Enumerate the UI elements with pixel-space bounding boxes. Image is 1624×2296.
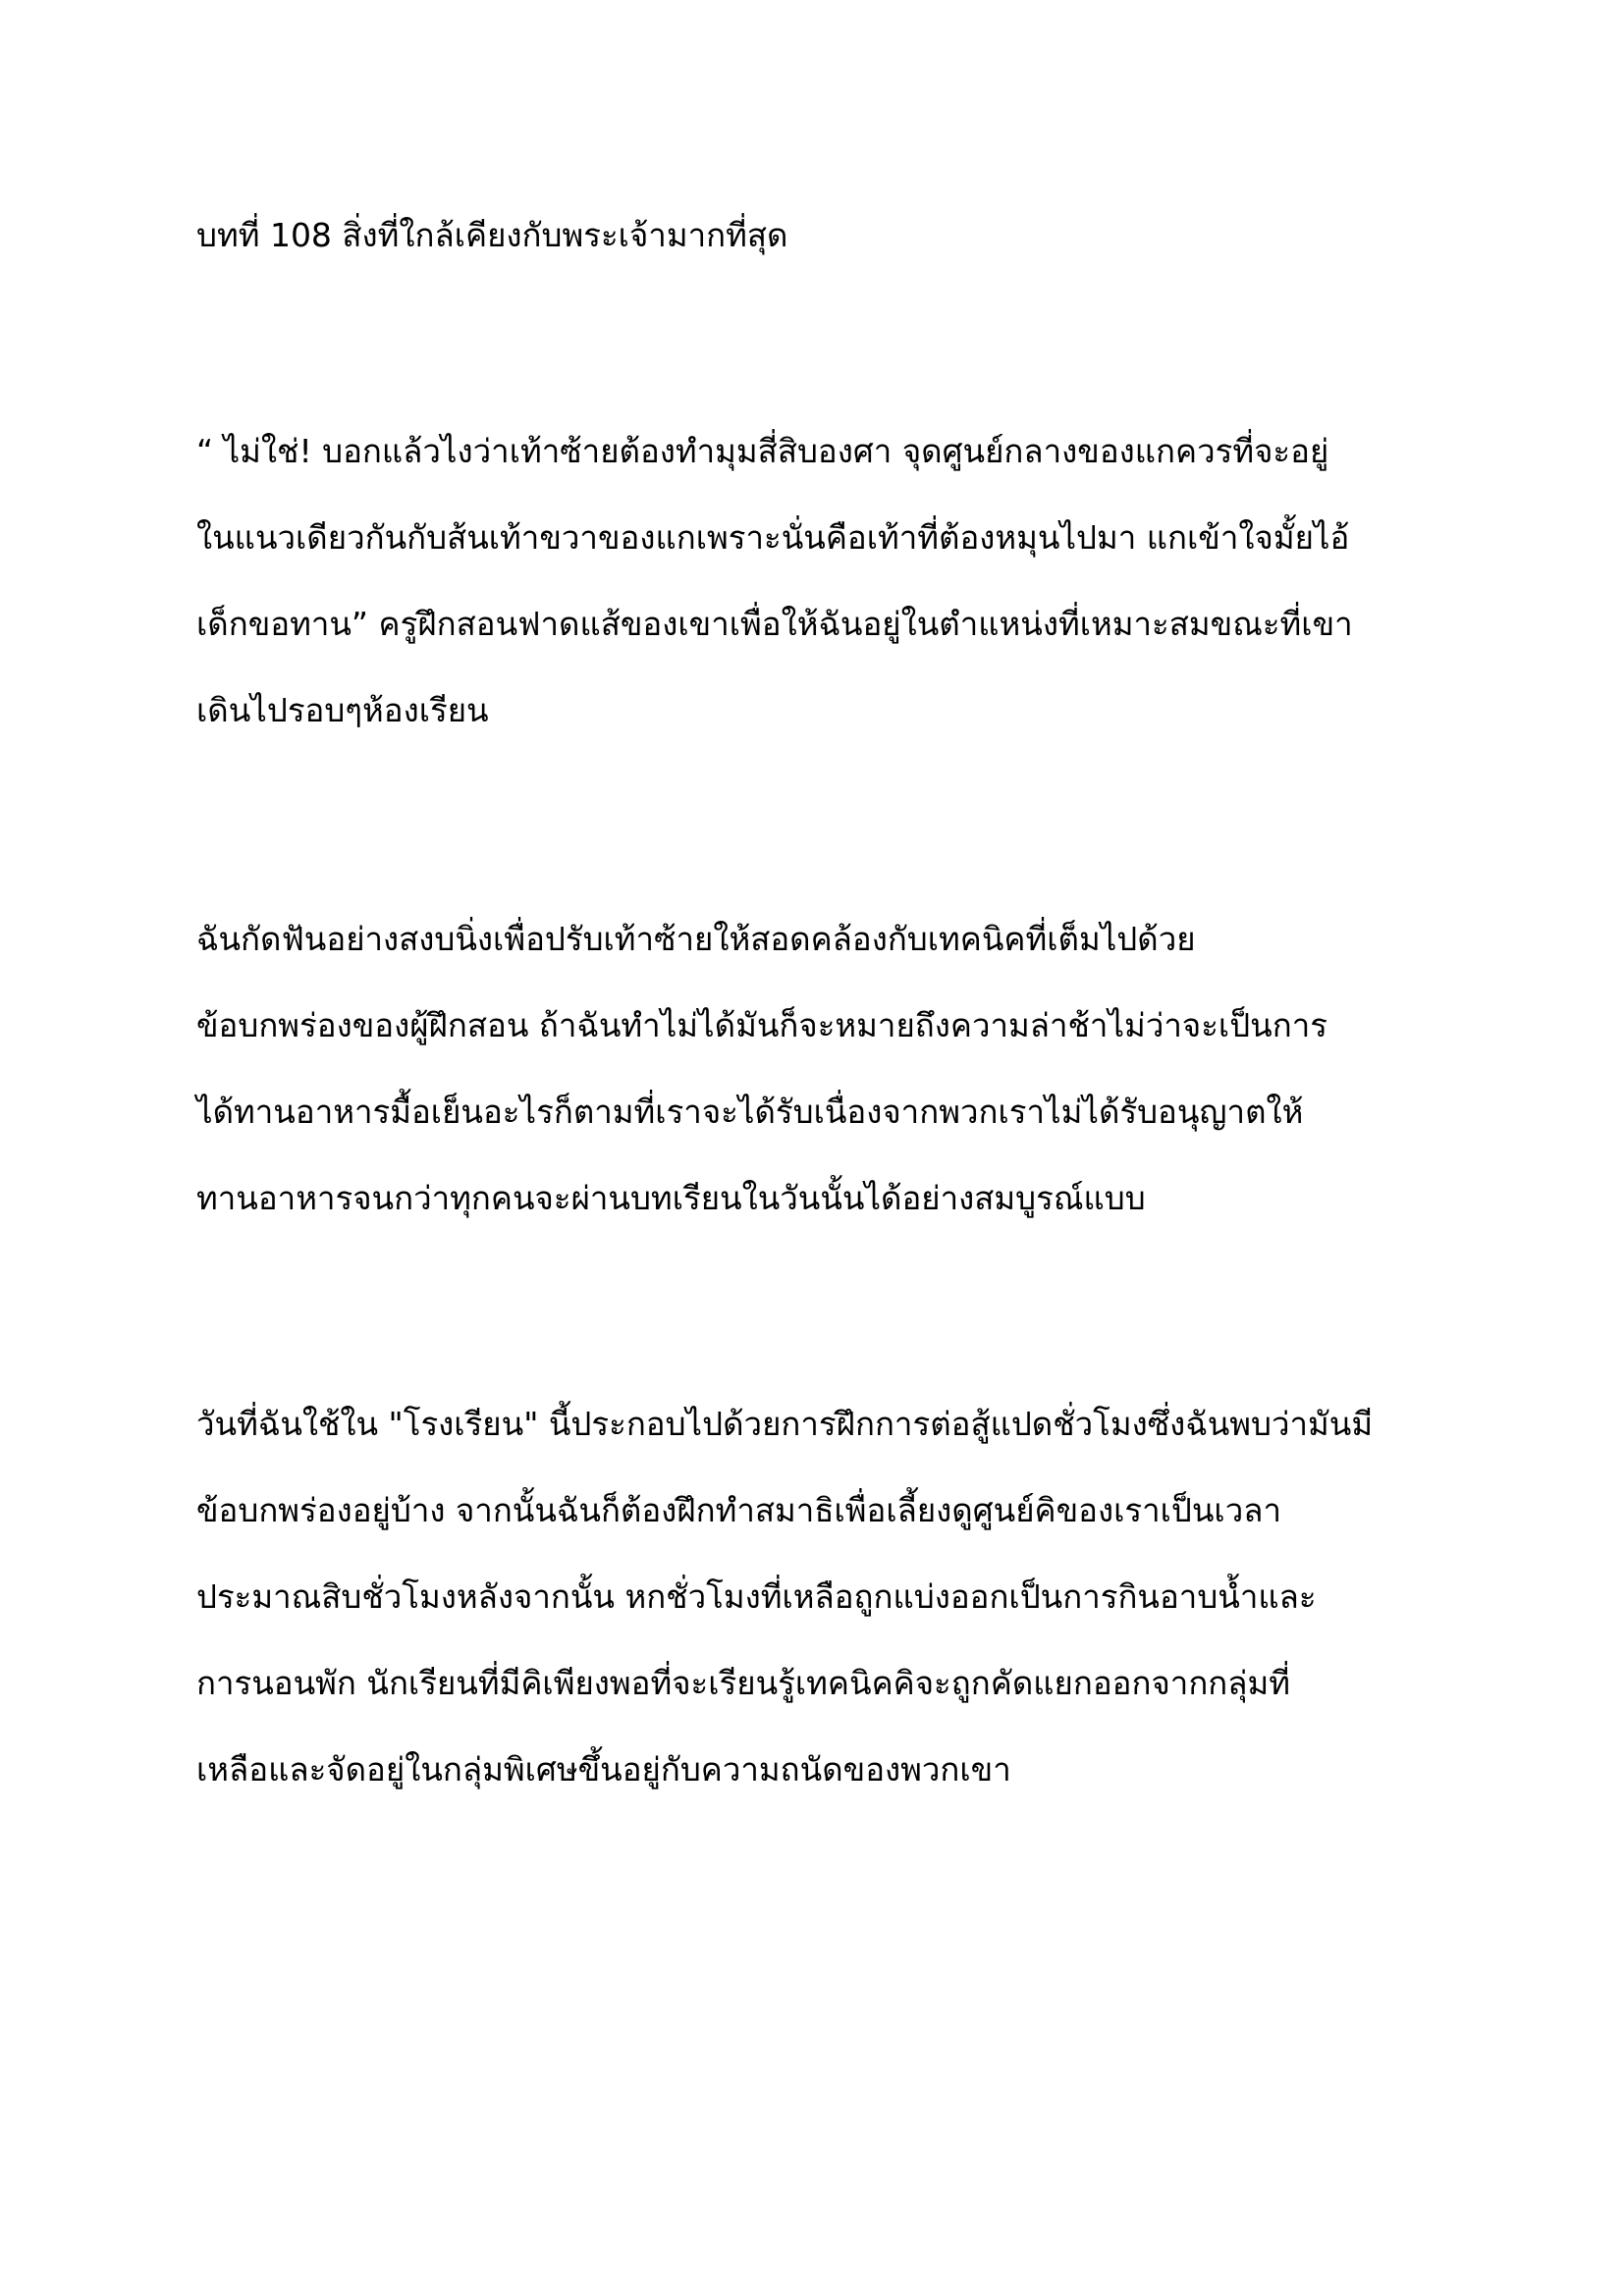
paragraph-line: เหลือและจัดอยู่ในกลุ่มพิเศษขึ้นอยู่กับความถนัดของพวกเขา [196,1750,1011,1789]
paragraph-line: ได้ทานอาหารมื้อเย็นอะไรก็ตามที่เราจะได้รับเนื่องจากพวกเราไม่ได้รับอนุญาตให้ [196,1093,1304,1131]
paragraph-line: ทานอาหารจนกว่าทุกคนจะผ่านบทเรียนในวันนั้นได้อย่างสมบูรณ์แบบ [196,1179,1146,1217]
paragraph-1 [196,408,1443,754]
paragraph-line: ข้อบกพร่องอยู่บ้าง จากนั้นฉันก็ต้องฝึกทำสมาธิเพื่อเลี้ยงดูศูนย์คิของเราเป็นเวลา [196,1491,1281,1529]
paragraph-line: เดินไปรอบๆห้องเรียน [196,691,489,729]
paragraph-line: ข้อบกพร่องของผู้ฝึกสอน ถ้าฉันทำไม่ได้มันก็จะหมายถึงความล่าช้าไม่ว่าจะเป็นการ [196,1006,1327,1044]
paragraph-line: เด็กขอทาน” ครูฝึกสอนฟาดแส้ของเขาเพื่อให้ฉันอยู่ในตำแหน่งที่เหมาะสมขณะที่เขา [196,605,1353,643]
paragraph-line: การนอนพัก นักเรียนที่มีคิเพียงพอที่จะเรียนรู้เทคนิคคิจะถูกคัดแยกออกจากกลุ่มที่ [196,1664,1291,1702]
paragraph-2 [196,896,1443,1242]
paragraph-line: วันที่ฉันใช้ใน "โรงเรียน" นี้ประกอบไปด้วยการฝึกการต่อสู้แปดชั่วโมงซึ่งฉันพบว่ามันมี [196,1405,1374,1443]
chapter-title: บทที่ 108 สิ่งที่ใกล้เคียงกับพระเจ้ามากที่สุด [196,216,788,254]
paragraph-3 [196,1381,1443,1813]
paragraph-line: ฉันกัดฟันอย่างสงบนิ่งเพื่อปรับเท้าซ้ายให้สอดคล้องกับเทคนิคที่เต็มไปด้วย [196,920,1196,958]
paragraph-line: ประมาณสิบชั่วโมงหลังจากนั้น หกชั่วโมงที่เหลือถูกแบ่งออกเป็นการกินอาบน้ำและ [196,1577,1317,1616]
paragraph-line: “ ไม่ใช่! บอกแล้วไงว่าเท้าซ้ายต้องทำมุมสี่สิบองศา จุดศูนย์กลางของแกควรที่จะอยู่ [196,432,1329,470]
paragraph-line: ในแนวเดียวกันกับส้นเท้าขวาของแกเพราะนั่นคือเท้าที่ต้องหมุนไปมา แกเข้าใจมั้ยไอ้ [196,518,1350,557]
